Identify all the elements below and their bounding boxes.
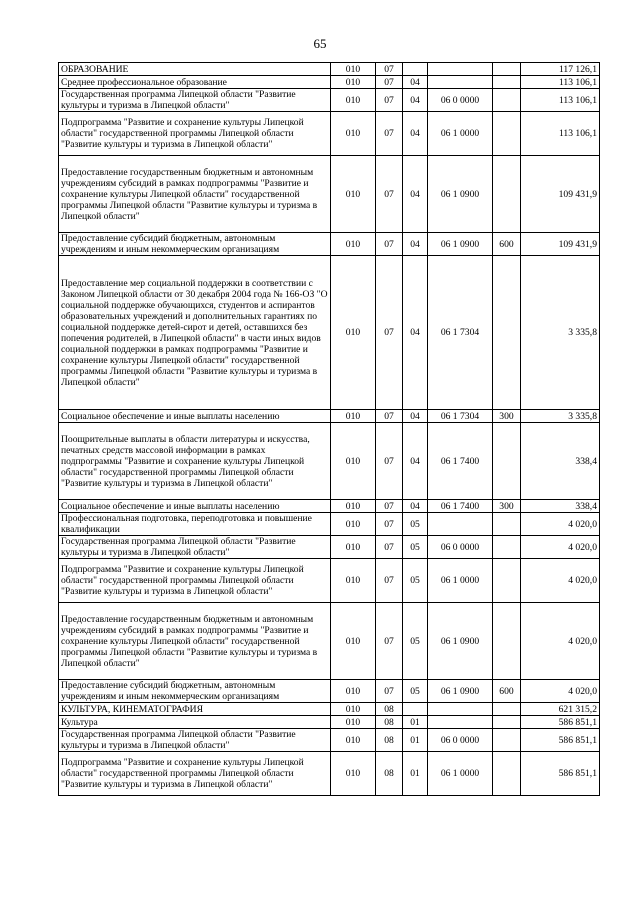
subsection-code-cell: 04 [403, 410, 428, 423]
row-name-cell: Среднее профессиональное образование [59, 76, 331, 89]
subsection-code-cell: 05 [403, 513, 428, 536]
row-name-cell: Подпрограмма "Развитие и сохранение культуры Липецкой области" государственной программы Липецкой области "Развитие культуры и туризма в Липецкой области" [59, 752, 331, 796]
ministry-code-cell: 010 [331, 76, 376, 89]
row-name-cell: Государственная программа Липецкой области "Развитие культуры и туризма в Липецкой области" [59, 536, 331, 559]
row-name-cell: Профессиональная подготовка, переподготовка и повышение квалификации [59, 513, 331, 536]
row-name-cell: Предоставление государственным бюджетным и автономным учреждениям субсидий в рамках подпрограммы "Развитие и сохранение культуры Липецкой области" государственной программы Липецкой области "Развитие культуры и туризма в Липецкой области" [59, 603, 331, 680]
target-article-cell: 06 1 0900 [428, 603, 493, 680]
ministry-code-cell: 010 [331, 559, 376, 603]
ministry-code-cell: 010 [331, 603, 376, 680]
section-code-cell: 07 [376, 112, 403, 156]
subsection-code-cell: 04 [403, 76, 428, 89]
subsection-code-cell: 05 [403, 536, 428, 559]
table-row [59, 559, 600, 603]
amount-cell: 586 851,1 [521, 716, 600, 729]
expense-type-cell [493, 112, 521, 156]
row-name-cell: Поощрительные выплаты в области литературы и искусства, печатных средств массовой информации в рамках подпрограммы "Развитие и сохранение культуры Липецкой области" государственной программы Липецкой области "Развитие культуры и туризма в Липецкой области" [59, 423, 331, 500]
target-article-cell [428, 513, 493, 536]
subsection-code-cell: 05 [403, 680, 428, 703]
expense-type-cell: 600 [493, 233, 521, 256]
table-row [59, 603, 600, 680]
amount-cell: 621 315,2 [521, 703, 600, 716]
table-row [59, 63, 600, 76]
expense-type-cell [493, 603, 521, 680]
row-name-cell: Культура [59, 716, 331, 729]
table-row [59, 256, 600, 410]
ministry-code-cell: 010 [331, 752, 376, 796]
amount-cell: 338,4 [521, 500, 600, 513]
target-article-cell: 06 1 0000 [428, 752, 493, 796]
section-code-cell: 07 [376, 603, 403, 680]
amount-cell: 586 851,1 [521, 752, 600, 796]
table-row [59, 112, 600, 156]
subsection-code-cell: 01 [403, 729, 428, 752]
table-row [59, 752, 600, 796]
subsection-code-cell [403, 63, 428, 76]
target-article-cell: 06 1 0000 [428, 559, 493, 603]
target-article-cell: 06 1 7304 [428, 410, 493, 423]
table-row [59, 410, 600, 423]
ministry-code-cell: 010 [331, 729, 376, 752]
expense-type-cell: 300 [493, 500, 521, 513]
section-code-cell: 07 [376, 423, 403, 500]
row-name-cell: Предоставление мер социальной поддержки в соответствии с Законом Липецкой области от 30 декабря 2004 года № 166-ОЗ "О социальной поддержке обучающихся, студентов и аспирантов образовательных учреждений и дополнительных гарантиях по социальной поддержке детей-сирот и детей, оставшихся без попечения родителей, в Липецкой области" в части иных видов социальной поддержки в рамках подпрограммы "Развитие и сохранение культуры Липецкой области" государственной программы Липецкой области "Развитие культуры и туризма в Липецкой области" [59, 256, 331, 410]
expense-type-cell [493, 256, 521, 410]
row-name-cell: Социальное обеспечение и иные выплаты населению [59, 410, 331, 423]
section-code-cell: 07 [376, 256, 403, 410]
expense-type-cell [493, 423, 521, 500]
section-code-cell: 08 [376, 716, 403, 729]
row-name-cell: ОБРАЗОВАНИЕ [59, 63, 331, 76]
expense-type-cell: 300 [493, 410, 521, 423]
table-row [59, 233, 600, 256]
section-code-cell: 07 [376, 680, 403, 703]
expense-type-cell [493, 559, 521, 603]
amount-cell: 3 335,8 [521, 410, 600, 423]
table-row [59, 156, 600, 233]
subsection-code-cell: 01 [403, 716, 428, 729]
amount-cell: 109 431,9 [521, 156, 600, 233]
section-code-cell: 07 [376, 89, 403, 112]
expense-type-cell [493, 536, 521, 559]
table-row [59, 513, 600, 536]
section-code-cell: 08 [376, 729, 403, 752]
expense-type-cell [493, 729, 521, 752]
amount-cell: 586 851,1 [521, 729, 600, 752]
row-name-cell: Подпрограмма "Развитие и сохранение культуры Липецкой области" государственной программы Липецкой области "Развитие культуры и туризма в Липецкой области" [59, 559, 331, 603]
table-row [59, 423, 600, 500]
page-number: 65 [313, 36, 327, 51]
subsection-code-cell: 04 [403, 112, 428, 156]
section-code-cell: 08 [376, 752, 403, 796]
budget-table [58, 62, 600, 796]
subsection-code-cell: 04 [403, 156, 428, 233]
subsection-code-cell: 04 [403, 500, 428, 513]
subsection-code-cell: 01 [403, 752, 428, 796]
row-name-cell: Государственная программа Липецкой области "Развитие культуры и туризма в Липецкой области" [59, 729, 331, 752]
amount-cell: 4 020,0 [521, 603, 600, 680]
target-article-cell [428, 716, 493, 729]
ministry-code-cell: 010 [331, 703, 376, 716]
target-article-cell: 06 1 0000 [428, 112, 493, 156]
amount-cell: 113 106,1 [521, 89, 600, 112]
ministry-code-cell: 010 [331, 423, 376, 500]
target-article-cell: 06 0 0000 [428, 729, 493, 752]
ministry-code-cell: 010 [331, 716, 376, 729]
expense-type-cell: 600 [493, 680, 521, 703]
table-row [59, 680, 600, 703]
subsection-code-cell: 05 [403, 559, 428, 603]
section-code-cell: 07 [376, 63, 403, 76]
amount-cell: 117 126,1 [521, 63, 600, 76]
expense-type-cell [493, 752, 521, 796]
expense-type-cell [493, 513, 521, 536]
target-article-cell: 06 1 7400 [428, 423, 493, 500]
table-row [59, 703, 600, 716]
amount-cell: 4 020,0 [521, 513, 600, 536]
row-name-cell: Предоставление субсидий бюджетным, автономным учреждениям и иным некоммерческим организациям [59, 680, 331, 703]
subsection-code-cell: 04 [403, 89, 428, 112]
section-code-cell: 07 [376, 500, 403, 513]
section-code-cell: 07 [376, 559, 403, 603]
section-code-cell: 07 [376, 233, 403, 256]
amount-cell: 113 106,1 [521, 112, 600, 156]
ministry-code-cell: 010 [331, 536, 376, 559]
table-row [59, 729, 600, 752]
row-name-cell: Предоставление государственным бюджетным и автономным учреждениям субсидий в рамках подпрограммы "Развитие и сохранение культуры Липецкой области" государственной программы Липецкой области "Развитие культуры и туризма в Липецкой области" [59, 156, 331, 233]
subsection-code-cell: 04 [403, 423, 428, 500]
section-code-cell: 07 [376, 536, 403, 559]
ministry-code-cell: 010 [331, 680, 376, 703]
target-article-cell [428, 76, 493, 89]
amount-cell: 338,4 [521, 423, 600, 500]
expense-type-cell [493, 716, 521, 729]
ministry-code-cell: 010 [331, 410, 376, 423]
row-name-cell: Предоставление субсидий бюджетным, автономным учреждениям и иным некоммерческим организациям [59, 233, 331, 256]
section-code-cell: 07 [376, 76, 403, 89]
target-article-cell: 06 0 0000 [428, 536, 493, 559]
section-code-cell: 07 [376, 156, 403, 233]
section-code-cell: 08 [376, 703, 403, 716]
subsection-code-cell: 04 [403, 233, 428, 256]
section-code-cell: 07 [376, 410, 403, 423]
subsection-code-cell: 04 [403, 256, 428, 410]
amount-cell: 113 106,1 [521, 76, 600, 89]
ministry-code-cell: 010 [331, 63, 376, 76]
target-article-cell: 06 1 0900 [428, 156, 493, 233]
table-row [59, 716, 600, 729]
expense-type-cell [493, 63, 521, 76]
ministry-code-cell: 010 [331, 513, 376, 536]
target-article-cell [428, 63, 493, 76]
expense-type-cell [493, 703, 521, 716]
target-article-cell: 06 1 0900 [428, 233, 493, 256]
table-row [59, 536, 600, 559]
target-article-cell: 06 0 0000 [428, 89, 493, 112]
row-name-cell: Государственная программа Липецкой области "Развитие культуры и туризма в Липецкой области" [59, 89, 331, 112]
ministry-code-cell: 010 [331, 112, 376, 156]
amount-cell: 3 335,8 [521, 256, 600, 410]
row-name-cell: Социальное обеспечение и иные выплаты населению [59, 500, 331, 513]
target-article-cell: 06 1 7304 [428, 256, 493, 410]
row-name-cell: КУЛЬТУРА, КИНЕМАТОГРАФИЯ [59, 703, 331, 716]
table-row [59, 76, 600, 89]
section-code-cell: 07 [376, 513, 403, 536]
table-row [59, 500, 600, 513]
expense-type-cell [493, 156, 521, 233]
ministry-code-cell: 010 [331, 256, 376, 410]
target-article-cell: 06 1 0900 [428, 680, 493, 703]
amount-cell: 4 020,0 [521, 559, 600, 603]
target-article-cell: 06 1 7400 [428, 500, 493, 513]
ministry-code-cell: 010 [331, 89, 376, 112]
amount-cell: 4 020,0 [521, 680, 600, 703]
amount-cell: 109 431,9 [521, 233, 600, 256]
amount-cell: 4 020,0 [521, 536, 600, 559]
row-name-cell: Подпрограмма "Развитие и сохранение культуры Липецкой области" государственной программы Липецкой области "Развитие культуры и туризма в Липецкой области" [59, 112, 331, 156]
subsection-code-cell: 05 [403, 603, 428, 680]
subsection-code-cell [403, 703, 428, 716]
ministry-code-cell: 010 [331, 500, 376, 513]
expense-type-cell [493, 89, 521, 112]
target-article-cell [428, 703, 493, 716]
ministry-code-cell: 010 [331, 233, 376, 256]
ministry-code-cell: 010 [331, 156, 376, 233]
table-row [59, 89, 600, 112]
expense-type-cell [493, 76, 521, 89]
